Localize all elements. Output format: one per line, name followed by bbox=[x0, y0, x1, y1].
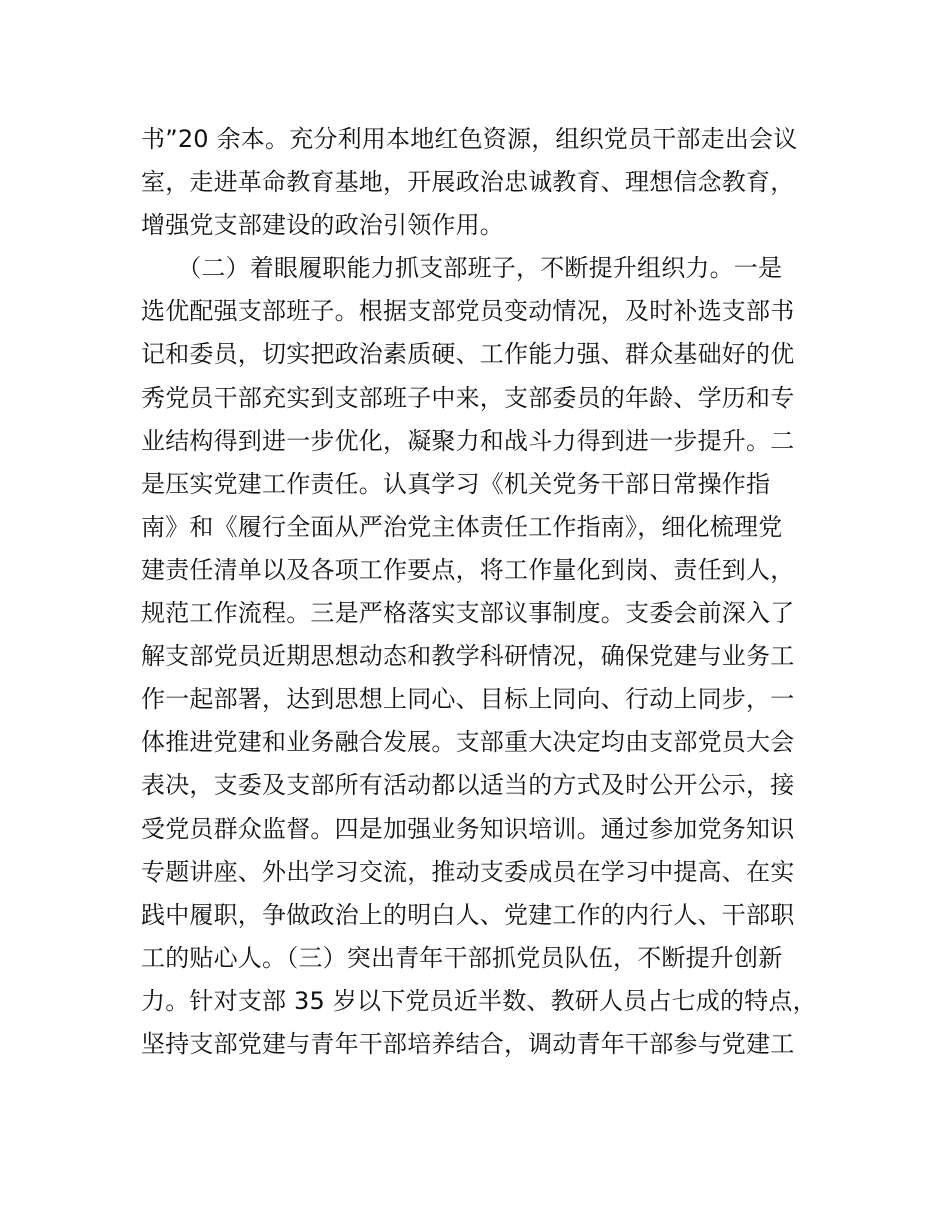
text-line: 表决，支委及支部所有活动都以适当的方式及时公开公示，接 bbox=[141, 771, 795, 800]
section-heading-line: （二）着眼履职能力抓支部班子，不断提升组织力。一是 bbox=[165, 254, 783, 283]
text-line: 业结构得到进一步优化，凝聚力和战斗力得到进一步提升。二 bbox=[141, 426, 795, 455]
text-line: 选优配强支部班子。根据支部党员变动情况，及时补选支部书 bbox=[141, 297, 795, 326]
text-line: 专题讲座、外出学习交流，推动支委成员在学习中提高、在实 bbox=[141, 857, 795, 886]
text-line: 规范工作流程。三是严格落实支部议事制度。支委会前深入了 bbox=[141, 599, 795, 628]
text-line: 践中履职，争做政治上的明白人、党建工作的内行人、干部职 bbox=[141, 900, 795, 929]
text-line: 建责任清单以及各项工作要点，将工作量化到岗、责任到人， bbox=[141, 555, 795, 584]
text-line: 解支部党员近期思想动态和教学科研情况，确保党建与业务工 bbox=[141, 642, 795, 671]
text-line: 南》和《履行全面从严治党主体责任工作指南》，细化梳理党 bbox=[141, 512, 783, 541]
text-line: 坚持支部党建与青年干部培养结合，调动青年干部参与党建工 bbox=[141, 1029, 795, 1058]
text-line: 书”20 余本。充分利用本地红色资源，组织党员干部走出会议 bbox=[141, 125, 798, 153]
text-line: 记和委员，切实把政治素质硬、工作能力强、群众基础好的优 bbox=[141, 340, 795, 369]
body-text bbox=[141, 118, 841, 1066]
text-line: 力。针对支部 35 岁以下党员近半数、教研人员占七成的特点， bbox=[141, 986, 817, 1015]
text-line: 秀党员干部充实到支部班子中来，支部委员的年龄、学历和专 bbox=[141, 383, 795, 412]
text-line: 增强党支部建设的政治引领作用。 bbox=[141, 211, 504, 240]
text-line: 作一起部署，达到思想上同心、目标上同向、行动上同步，一 bbox=[141, 685, 795, 714]
text-line: 工的贴心人。（三）突出青年干部抓党员队伍，不断提升创新 bbox=[141, 943, 783, 972]
text-line: 室，走进革命教育基地，开展政治忠诚教育、理想信念教育， bbox=[141, 168, 795, 197]
text-line: 体推进党建和业务融合发展。支部重大决定均由支部党员大会 bbox=[141, 728, 795, 757]
text-line: 受党员群众监督。四是加强业务知识培训。通过参加党务知识 bbox=[141, 814, 795, 843]
text-line: 是压实党建工作责任。认真学习《机关党务干部日常操作指 bbox=[141, 469, 771, 498]
